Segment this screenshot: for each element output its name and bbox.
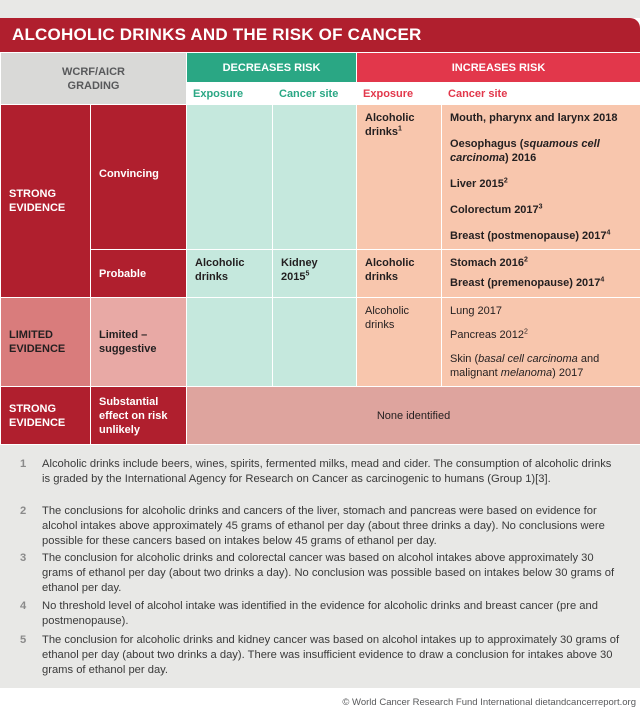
decreases-risk-header: DECREASES RISK bbox=[187, 53, 357, 83]
convincing-label: Convincing bbox=[91, 105, 187, 250]
footnotes bbox=[0, 447, 640, 687]
site-item: Skin (basal cell carcinoma and malignant melanoma) 2017 bbox=[450, 353, 600, 379]
site-item: Oesophagus (squamous cell carcinoma) 2016 bbox=[450, 138, 600, 164]
site-item: Colorectum 2017$^3$ bbox=[450, 203, 543, 216]
copyright: © World Cancer Research Fund International dietandcancerreport.org bbox=[342, 697, 636, 708]
probable-sites bbox=[442, 250, 640, 298]
probable-dec-site: Kidney 2015$^5$ bbox=[273, 250, 357, 298]
exposure-header-increases: Exposure bbox=[357, 83, 442, 105]
site-item: Lung 2017 bbox=[450, 305, 503, 317]
site-item: Pancreas 2012$^2$ bbox=[450, 328, 528, 341]
site-item: Breast (postmenopause) 2017$^4$ bbox=[450, 229, 611, 242]
limited-suggestive-label: Limited – suggestive bbox=[91, 298, 187, 387]
exposure-header-decreases: Exposure bbox=[187, 83, 273, 105]
title-bar bbox=[0, 18, 640, 52]
grading-header: WCRF/AICR GRADING bbox=[1, 53, 187, 105]
page-title: ALCOHOLIC DRINKS AND THE RISK OF CANCER bbox=[12, 25, 422, 44]
convincing-sites bbox=[442, 105, 640, 250]
title-area bbox=[0, 18, 640, 52]
probable-inc-exposure: Alcoholic drinks bbox=[357, 250, 442, 298]
limited-inc-exposure: Alcoholic drinks bbox=[357, 298, 442, 387]
site-item: Breast (premenopause) 2017$^4$ bbox=[450, 276, 605, 289]
footnote: 1 Alcoholic drinks include beers, wines, spirits, fermented milks, mead and cider. The consumption of alcoholic drinks is graded by the International Agency for Research on Cancer as carcinogenic to humans (Group 1)[3]. bbox=[20, 458, 612, 485]
site-header-decreases: Cancer site bbox=[273, 83, 357, 105]
convincing-row bbox=[1, 105, 640, 250]
probable-label: Probable bbox=[91, 250, 187, 298]
strong-evidence-label-2: STRONG EVIDENCE bbox=[1, 387, 91, 445]
probable-row bbox=[1, 250, 640, 298]
strong-evidence-label: STRONG EVIDENCE bbox=[1, 105, 91, 298]
footnote: 5 The conclusion for alcoholic drinks and kidney cancer was based on alcohol intakes up to approximately 30 grams of ethanol per day (about two drinks a day). There was insufficient evidence to draw a conclusion for intakes above 30 grams of ethanol per day. bbox=[20, 634, 620, 676]
none-identified-cell: None identified bbox=[187, 387, 640, 445]
footer bbox=[0, 688, 640, 723]
site-item: Liver 2015$^2$ bbox=[450, 177, 508, 190]
convincing-dec-exposure bbox=[187, 105, 273, 250]
convincing-inc-exposure: Alcoholic drinks$^1$ bbox=[357, 105, 442, 250]
limited-dec-site bbox=[273, 298, 357, 387]
evidence-matrix bbox=[0, 52, 640, 445]
site-item: Stomach 2016$^2$ bbox=[450, 256, 528, 269]
footnote: 2 The conclusions for alcoholic drinks and cancers of the liver, stomach and pancreas were based on evidence for alcohol intakes above approximately 45 grams of ethanol per day (about three drinks a day). No conclusions were possible for these cancers based on intakes below 45 grams of ethanol per day. bbox=[20, 505, 605, 547]
site-header-increases: Cancer site bbox=[442, 83, 640, 105]
limited-dec-exposure bbox=[187, 298, 273, 387]
probable-dec-exposure: Alcoholic drinks bbox=[187, 250, 273, 298]
footnote: 4 No threshold level of alcohol intake was identified in the evidence for alcoholic drinks and breast cancer (pre and postmenopause). bbox=[20, 600, 598, 627]
limited-row bbox=[1, 298, 640, 387]
site-item: Mouth, pharynx and larynx 2018 bbox=[450, 112, 618, 124]
limited-evidence-label: LIMITED EVIDENCE bbox=[1, 298, 91, 387]
increases-risk-header: INCREASES RISK bbox=[357, 53, 640, 83]
convincing-dec-site bbox=[273, 105, 357, 250]
substantial-row bbox=[1, 387, 640, 445]
limited-sites bbox=[442, 298, 640, 387]
header-row bbox=[1, 53, 640, 83]
substantial-effect-label: Substantial effect on risk unlikely bbox=[91, 387, 187, 445]
footnote: 3 The conclusion for alcoholic drinks and colorectal cancer was based on alcohol intakes above approximately 30 grams of ethanol per day (about two drinks a day). No conclusion was possible based on intakes below 30 grams of ethanol per day. bbox=[20, 552, 615, 594]
